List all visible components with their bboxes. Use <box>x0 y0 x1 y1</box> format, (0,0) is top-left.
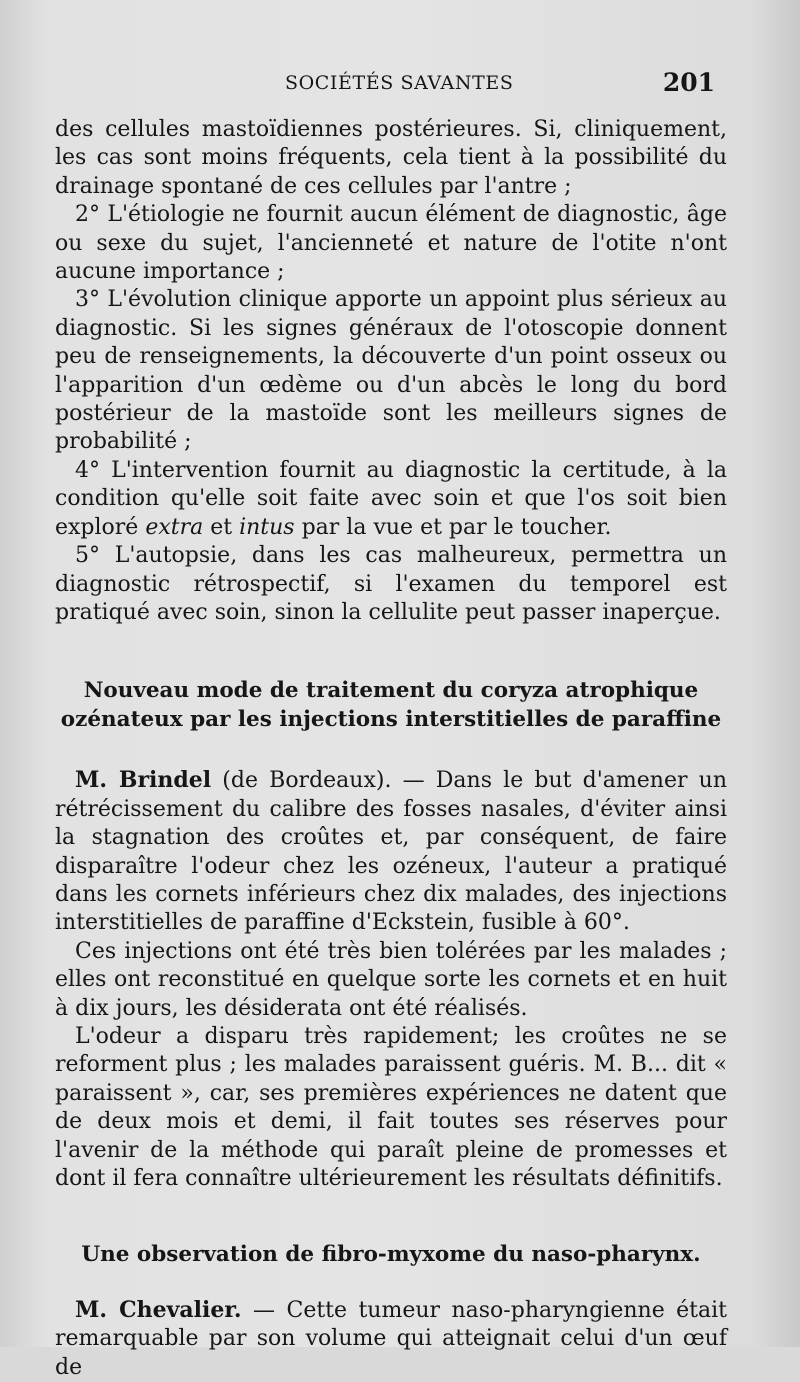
intervention-text-start: 4° L'intervention fournit au diagnostic la certitude, à la condition qu'elle soit faite avec soin et que l'os soit bien exploré <box>55 457 727 540</box>
section-heading-fibro-myxome: Une observation de fibro-myxome du naso-pharynx. <box>81 1242 701 1268</box>
paragraph-chevalier-text: — Cette tumeur naso-pharyngienne était remarquable par son volume qui atteignait celui d'un œuf de <box>55 1297 728 1380</box>
body-text <box>55 116 727 1382</box>
speaker-name: M. Brindel <box>75 767 212 794</box>
paragraph-brindel <box>55 766 727 937</box>
intervention-intus: intus <box>239 514 295 540</box>
page-number: 201 <box>662 68 715 97</box>
paragraph-intervention <box>55 457 727 542</box>
running-head-title: SOCIÉTÉS SAVANTES <box>285 72 514 94</box>
paragraph-odeur: L'odeur a disparu très rapidement; les croûtes ne se reforment plus ; les malades paraissent guéris. M. B... dit « paraissent », car, ses premières expériences ne datent que de deux mois et demi, il fait toutes ses réserves pour l'avenir de la méthode qui paraît pleine de promesses et dont il fera connaître ultérieurement les résultats définitifs. <box>55 1023 727 1191</box>
paragraph-etiologie: 2° L'étiologie ne fournit aucun élément de diagnostic, âge ou sexe du sujet, l'ancienneté et nature de l'otite n'ont aucune importance ; <box>55 202 727 285</box>
paragraph-brindel-text: (de Bordeaux). — Dans le but d'amener un rétrécissement du calibre des fosses nasales, d'éviter ainsi la stagnation des croûtes et, par conséquent, de faire disparaître l'odeur chez les ozéneux, l'auteur a pratiqué dans les cornets inférieurs chez dix malades, des injections interstitielles de paraffine d'Eckstein, fusible à 60°. <box>55 768 727 936</box>
intervention-text-end: par la vue et par le toucher. <box>294 514 612 540</box>
paragraph-continuation: des cellules mastoïdiennes postérieures. Si, cliniquement, les cas sont moins fréquents, cela tient à la possibilité du drainage spontané de ces cellules par l'antre ; <box>55 117 727 199</box>
intervention-extra: extra <box>145 514 204 540</box>
paragraph-chevalier <box>55 1296 727 1382</box>
paragraph-autopsie: 5° L'autopsie, dans les cas malheureux, permettra un diagnostic rétrospectif, si l'examen du temporel est pratiqué avec soin, sinon la cellulite peut passer inaperçue. <box>55 543 727 625</box>
running-head <box>0 66 800 100</box>
intervention-text-mid: et <box>203 514 240 540</box>
section-heading-coryza: Nouveau mode de traitement du coryza atrophique ozénateux par les injections interstitielles de paraffine <box>60 678 722 732</box>
paragraph-evolution: 3° L'évolution clinique apporte un appoint plus sérieux au diagnostic. Si les signes généraux de l'otoscopie donnent peu de renseignements, la découverte d'un point osseux ou l'apparition d'un œdème ou d'un abcès le long du bord postérieur de la mastoïde sont les meilleurs signes de probabilité ; <box>55 287 727 455</box>
speaker-name: M. Chevalier. <box>75 1296 242 1323</box>
paragraph-injections: Ces injections ont été très bien tolérées par les malades ; elles ont reconstitué en quelque sorte les cornets et en huit à dix jours, les désiderata ont été réalisés. <box>55 938 727 1021</box>
